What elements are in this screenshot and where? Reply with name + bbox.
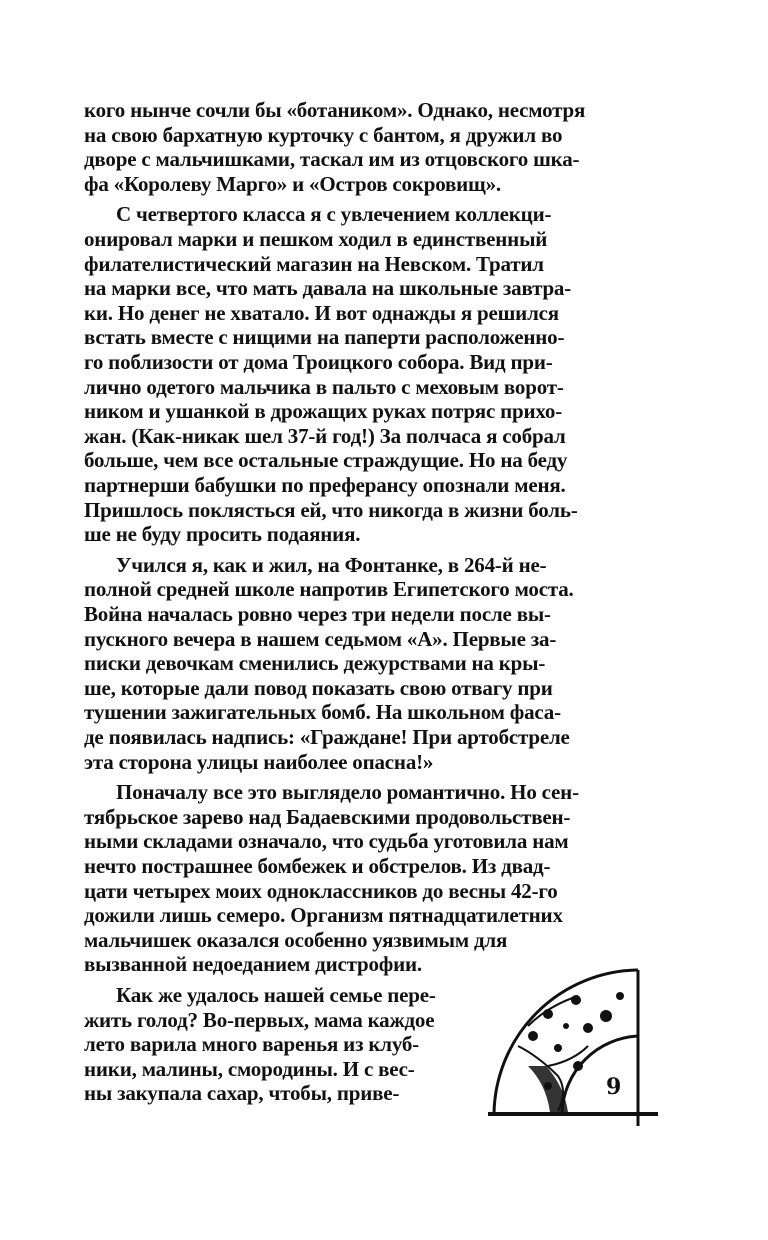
text-line: пускного вечера в нашем седьмом «А». Первые за- bbox=[84, 626, 557, 651]
text-line: го поблизости от дома Троицкого собора. Вид при- bbox=[84, 350, 553, 374]
text-line: цати четырех моих одноклассников до весны 42-го bbox=[84, 878, 558, 903]
text-line: на марки все, что мать давала на школьные завтра- bbox=[84, 276, 572, 301]
text-line: ки. Но денег не хватало. И вот однажды я решился bbox=[84, 300, 559, 325]
text-line: ше, которые дали повод показать свою отвагу при bbox=[84, 675, 553, 700]
text-line: жить голод? Во-первых, мама каждое bbox=[84, 1007, 435, 1032]
text-line: партнерши бабушки по преферансу опознали меня. bbox=[84, 473, 566, 497]
text-line: фа «Королеву Марго» и «Остров сокровищ». bbox=[84, 171, 501, 196]
fan-blossom-ornament bbox=[488, 966, 658, 1126]
text-line: филателистический магазин на Невском. Тратил bbox=[84, 251, 544, 276]
text-line: тябрьское зарево над Бадаевскими продовольствен- bbox=[84, 804, 571, 829]
text-line: С четвертого класса я с увлечением коллекци- bbox=[116, 202, 552, 227]
text-line: вызванной недоеданием дистрофии. bbox=[84, 952, 422, 977]
text-line: эта сторона улицы наиболее опасна!» bbox=[84, 749, 434, 774]
text-line: Война началась ровно через три недели после вы- bbox=[84, 602, 551, 626]
text-line: Учился я, как и жил, на Фонтанке, в 264-й не- bbox=[116, 552, 547, 577]
text-line: Поначалу все это выглядело романтично. Но сен- bbox=[116, 780, 579, 805]
text-line: ными складами означало, что судьба уготовила нам bbox=[84, 829, 569, 854]
text-line: встать вместе с нищими на паперти расположенно- bbox=[84, 325, 565, 350]
text-line: на свою бархатную курточку с бантом, я дружил во bbox=[84, 122, 563, 147]
text-line: жан. (Как-никак шел 37-й год!) За полчаса я собрал bbox=[84, 423, 566, 448]
text-line: дворе с мальчишками, таскал им из отцовского шка- bbox=[84, 147, 580, 172]
text-line: Как же удалось нашей семье пере- bbox=[116, 983, 436, 1007]
text-line: ники, малины, смородины. И с вес- bbox=[84, 1056, 415, 1081]
text-line: Пришлось поклясться ей, что никогда в жизни боль- bbox=[84, 497, 578, 522]
text-line: мальчишек оказался особенно уязвимым для bbox=[84, 927, 508, 952]
text-line: нечто пострашнее бомбежек и обстрелов. Из двад- bbox=[84, 854, 551, 878]
page-number: 9 bbox=[606, 1074, 622, 1100]
text-line: лично одетого мальчика в пальто с меховым ворот- bbox=[84, 374, 564, 399]
text-line: ше не буду просить подаяния. bbox=[84, 522, 361, 547]
text-line: лето варила много варенья из клуб- bbox=[84, 1032, 419, 1057]
text-line: ны закупала сахар, чтобы, приве- bbox=[84, 1081, 400, 1106]
text-line: онировал марки и пешком ходил в единственный bbox=[84, 227, 548, 251]
text-line: больше, чем все остальные страждущие. Но на беду bbox=[84, 448, 568, 473]
text-line: ником и ушанкой в дрожащих руках потряс прихо- bbox=[84, 399, 563, 424]
text-line: дожили лишь семеро. Организм пятнадцатилетних bbox=[84, 903, 563, 928]
text-line: де появилась надпись: «Граждане! При артобстреле bbox=[84, 725, 570, 749]
text-line: тушении зажигательных бомб. На школьном фаса- bbox=[84, 700, 561, 725]
text-line: писки девочкам сменились дежурствами на кры- bbox=[84, 651, 546, 676]
text-line: полной средней школе напротив Египетского моста. bbox=[84, 577, 574, 602]
text-line: кого нынче сочли бы «ботаником». Однако, несмотря bbox=[84, 98, 586, 122]
